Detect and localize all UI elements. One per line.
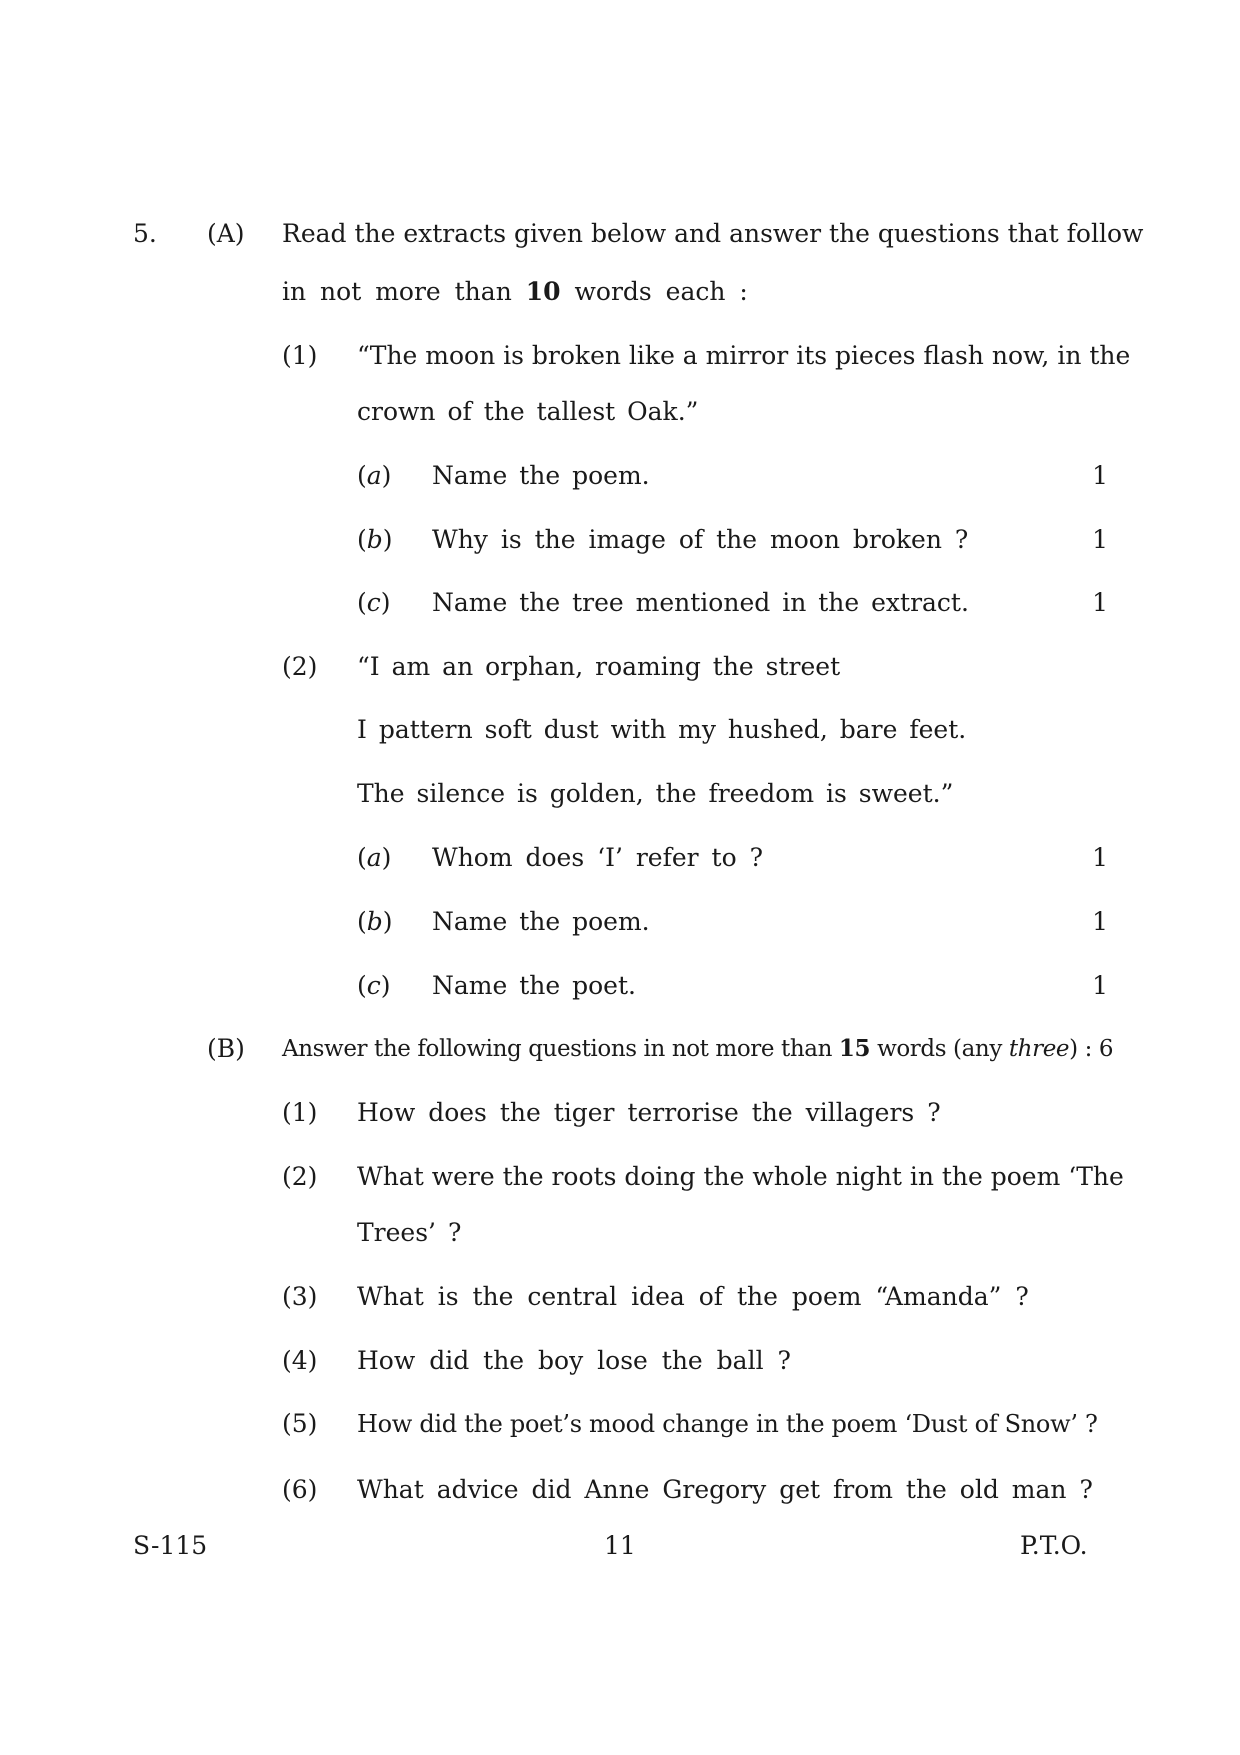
please-turn-over: P.T.O. [1020,1531,1088,1560]
question-text-continued: Trees’ ? [357,1218,462,1247]
page-number: 11 [604,1531,636,1560]
section-a-instruction-line1: Read the extracts given below and answer the questions that follow [282,219,1144,248]
extract-1-label: (1) [282,341,318,370]
subq-label: (a) [357,843,392,872]
question-label: (6) [282,1475,318,1504]
subq-label: (a) [357,461,392,490]
question-text: How did the poet’s mood change in the poem ‘Dust of Snow’ ? [357,1410,1098,1438]
question-text: How did the boy lose the ball ? [357,1346,791,1375]
question-text: What were the roots doing the whole night in the poem ‘The [357,1162,1124,1191]
paper-code: S-115 [133,1531,208,1560]
subq-text: Whom does ‘I’ refer to ? [432,843,763,872]
question-text: What advice did Anne Gregory get from the old man ? [357,1475,1093,1504]
section-b-instruction: Answer the following questions in not more than 15 words (any three) : 6 [282,1035,1114,1062]
subq-text: Name the tree mentioned in the extract. [432,588,969,617]
marks: 1 [1092,525,1108,554]
subq-label: (c) [357,588,391,617]
subq-label: (c) [357,971,391,1000]
marks: 1 [1092,843,1108,872]
extract-1-line1: “The moon is broken like a mirror its pieces flash now, in the [357,341,1131,370]
marks: 1 [1092,588,1108,617]
question-label: (2) [282,1162,318,1191]
subq-label: (b) [357,525,393,554]
question-label: (5) [282,1409,318,1438]
question-text: What is the central idea of the poem “Amanda” ? [357,1282,1029,1311]
subq-text: Name the poet. [432,971,636,1000]
extract-2-line3: The silence is golden, the freedom is sweet.” [357,779,954,808]
extract-2-label: (2) [282,652,318,681]
subq-text: Name the poem. [432,907,650,936]
section-label-a: (A) [207,219,245,248]
marks: 1 [1092,461,1108,490]
question-label: (4) [282,1346,318,1375]
extract-2-line1: “I am an orphan, roaming the street [357,652,841,681]
marks: 1 [1092,907,1108,936]
subq-text: Why is the image of the moon broken ? [432,525,969,554]
question-number: 5. [133,219,157,248]
subq-text: Name the poem. [432,461,650,490]
question-label: (3) [282,1282,318,1311]
section-a-instruction-line2: in not more than 10 words each : [282,277,748,306]
subq-label: (b) [357,907,393,936]
question-text: How does the tiger terrorise the villagers ? [357,1098,941,1127]
section-label-b: (B) [207,1034,245,1063]
extract-1-line2: crown of the tallest Oak.” [357,397,699,426]
extract-2-line2: I pattern soft dust with my hushed, bare feet. [357,715,967,744]
marks: 1 [1092,971,1108,1000]
question-label: (1) [282,1098,318,1127]
